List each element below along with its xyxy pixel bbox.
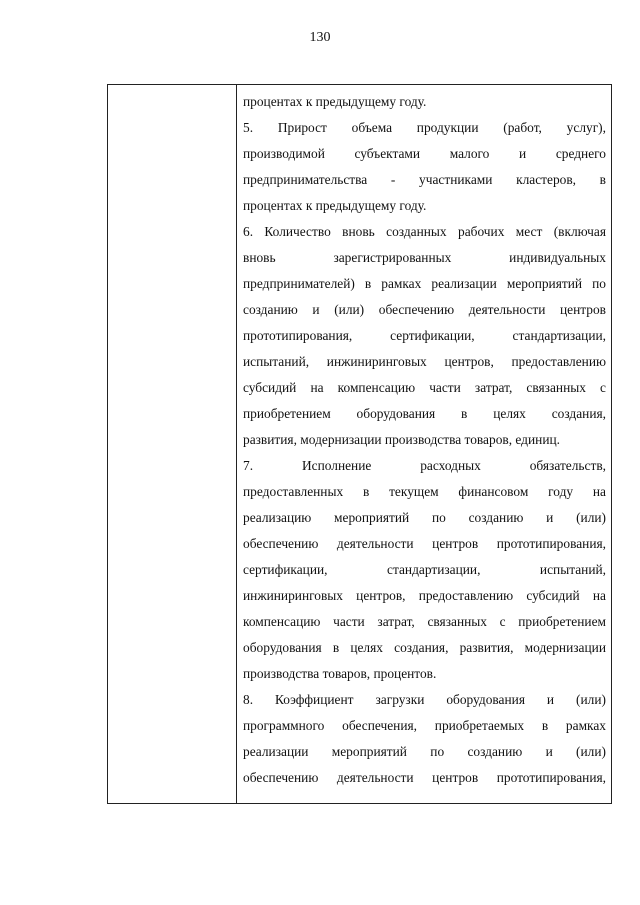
text-line: развития, модернизации производства товаров, единиц.	[243, 432, 560, 447]
text-line: программного обеспечения, приобретаемых в рамках	[243, 718, 606, 733]
text-line: 8. Коэффициент загрузки оборудования и (или)	[243, 692, 606, 707]
text-line: предпринимательства - участниками кластеров, в	[243, 172, 606, 187]
text-line: оборудования в целях создания, развития, модернизации	[243, 640, 606, 655]
page-number: 130	[309, 30, 331, 45]
text-line: 5. Прирост объема продукции (работ, услуг),	[243, 120, 606, 135]
text-line: приобретением оборудования в целях создания,	[243, 406, 606, 421]
text-line: обеспечению деятельности центров прототипирования,	[243, 770, 606, 785]
table-left-cell	[108, 85, 237, 803]
text-line: 6. Количество вновь созданных рабочих мест (включая	[243, 224, 606, 239]
text-line: процентах к предыдущему году.	[243, 198, 427, 213]
table-right-cell	[243, 89, 606, 791]
text-line: вновь зарегистрированных индивидуальных	[243, 250, 606, 265]
text-line: 7. Исполнение расходных обязательств,	[243, 458, 606, 473]
text-line: процентах к предыдущему году.	[243, 94, 427, 109]
text-line: производства товаров, процентов.	[243, 666, 437, 681]
text-line: созданию и (или) обеспечению деятельности центров	[243, 302, 606, 317]
text-line: реализацию мероприятий по созданию и (или)	[243, 510, 606, 525]
text-line: предоставленных в текущем финансовом году на	[243, 484, 606, 499]
text-line: субсидий на компенсацию части затрат, связанных с	[243, 380, 606, 395]
text-line: реализации мероприятий по созданию и (или)	[243, 744, 606, 759]
text-line: производимой субъектами малого и среднего	[243, 146, 606, 161]
text-line: испытаний, инжиниринговых центров, предоставлению	[243, 354, 606, 369]
text-line: сертификации, стандартизации, испытаний,	[243, 562, 606, 577]
text-line: обеспечению деятельности центров прототипирования,	[243, 536, 606, 551]
document-table	[107, 84, 612, 804]
text-line: прототипирования, сертификации, стандартизации,	[243, 328, 606, 343]
text-line: инжиниринговых центров, предоставлению субсидий на	[243, 588, 606, 603]
text-line: компенсацию части затрат, связанных с приобретением	[243, 614, 606, 629]
text-line: предпринимателей) в рамках реализации мероприятий по	[243, 276, 606, 291]
